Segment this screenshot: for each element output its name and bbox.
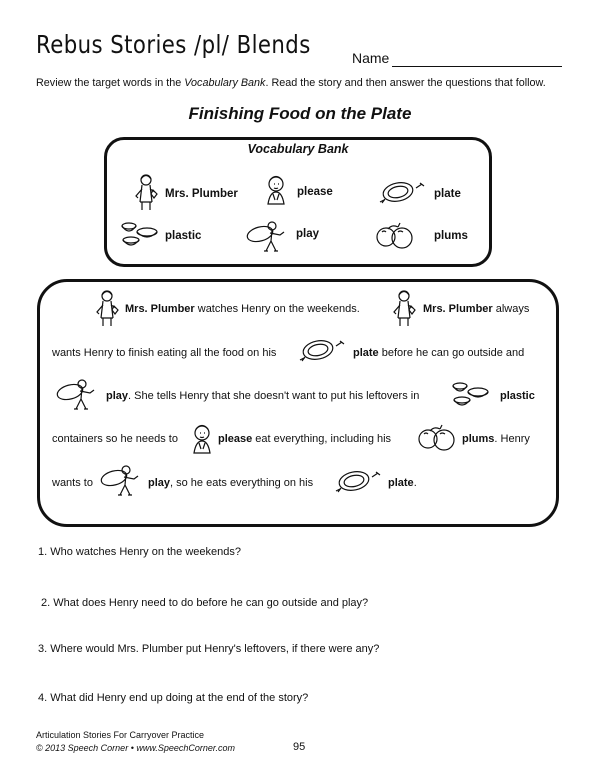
name-field-line[interactable]	[392, 66, 562, 67]
plums-icon	[418, 424, 456, 452]
story-line-4: containers so he needs to	[52, 433, 178, 445]
instructions-text-start: Review the target words in the	[36, 77, 185, 89]
instructions-text-end: . Read the story and then answer the questions that follow.	[265, 77, 546, 89]
page-number: 95	[293, 741, 306, 753]
story-text: . Henry	[494, 433, 530, 445]
plums-icon	[376, 222, 414, 250]
story-text: watches Henry on the weekends.	[194, 303, 360, 315]
plumber-woman-icon	[93, 288, 123, 328]
story-line-3b	[500, 389, 535, 403]
playing-kid-icon	[246, 219, 286, 255]
story-word: play	[106, 390, 129, 402]
plate-fork-icon	[378, 180, 426, 206]
story-word: plate	[388, 477, 414, 489]
plate-fork-icon	[298, 338, 346, 364]
playing-kid-icon	[56, 377, 96, 413]
instructions-emphasis: Vocabulary Bank	[184, 77, 266, 89]
story-word: plums	[462, 433, 495, 445]
story-text: always	[492, 303, 530, 315]
story-line-2: wants Henry to finish eating all the food on his	[52, 347, 277, 359]
story-line-4b	[218, 432, 391, 446]
vocab-label-mrs-plumber: Mrs. Plumber	[165, 188, 238, 200]
plastic-containers-icon	[452, 380, 490, 410]
story-title: Finishing Food on the Plate	[188, 104, 412, 123]
plastic-containers-icon	[121, 220, 159, 250]
story-line-1b	[423, 302, 529, 316]
instructions	[36, 77, 546, 89]
vocabulary-bank-box	[104, 137, 492, 267]
question-4: 4. What did Henry end up doing at the end of the story?	[38, 692, 309, 704]
vocabulary-bank-title: Vocabulary Bank	[247, 142, 349, 156]
pleading-boy-icon	[188, 423, 218, 455]
story-text: , so he eats everything on his	[170, 477, 314, 489]
story-word: plate	[353, 347, 379, 359]
story-line-1	[125, 302, 360, 316]
playing-kid-icon	[100, 463, 140, 499]
story-text: before he can go outside and	[378, 347, 525, 359]
story-text: .	[413, 477, 417, 489]
vocab-label-plums: plums	[434, 230, 468, 242]
worksheet-title: Rebus Stories /pl/ Blends	[36, 30, 311, 59]
plumber-woman-icon	[132, 172, 162, 212]
vocab-label-plate: plate	[434, 188, 461, 200]
footer-series-title: Articulation Stories For Carryover Practice	[36, 730, 205, 740]
pleading-boy-icon	[262, 174, 292, 206]
story-line-5: wants to	[52, 477, 93, 489]
story-line-5c	[388, 476, 417, 490]
story-line-4c	[462, 432, 530, 446]
story-text: eat everything, including his	[252, 433, 392, 445]
question-3: 3. Where would Mrs. Plumber put Henry's leftovers, if there were any?	[38, 643, 380, 655]
question-2: 2. What does Henry need to do before he can go outside and play?	[41, 597, 369, 609]
story-word: play	[148, 477, 171, 489]
story-word: plastic	[500, 390, 535, 402]
story-line-2b	[353, 346, 524, 360]
story-line-5b	[148, 476, 313, 490]
plate-fork-icon	[334, 469, 382, 495]
story-word: Mrs. Plumber	[423, 303, 493, 315]
plumber-woman-icon	[390, 288, 420, 328]
vocab-label-play: play	[296, 228, 320, 240]
story-text: . She tells Henry that she doesn't want to put his leftovers in	[128, 390, 420, 402]
story-line-3	[106, 389, 419, 403]
story-word: please	[218, 433, 253, 445]
vocab-label-plastic: plastic	[165, 230, 202, 242]
question-1: 1. Who watches Henry on the weekends?	[38, 546, 242, 558]
vocab-label-please: please	[297, 186, 333, 198]
name-label: Name	[352, 50, 390, 66]
footer-copyright: © 2013 Speech Corner • www.SpeechCorner.com	[36, 743, 236, 753]
story-word: Mrs. Plumber	[125, 303, 195, 315]
